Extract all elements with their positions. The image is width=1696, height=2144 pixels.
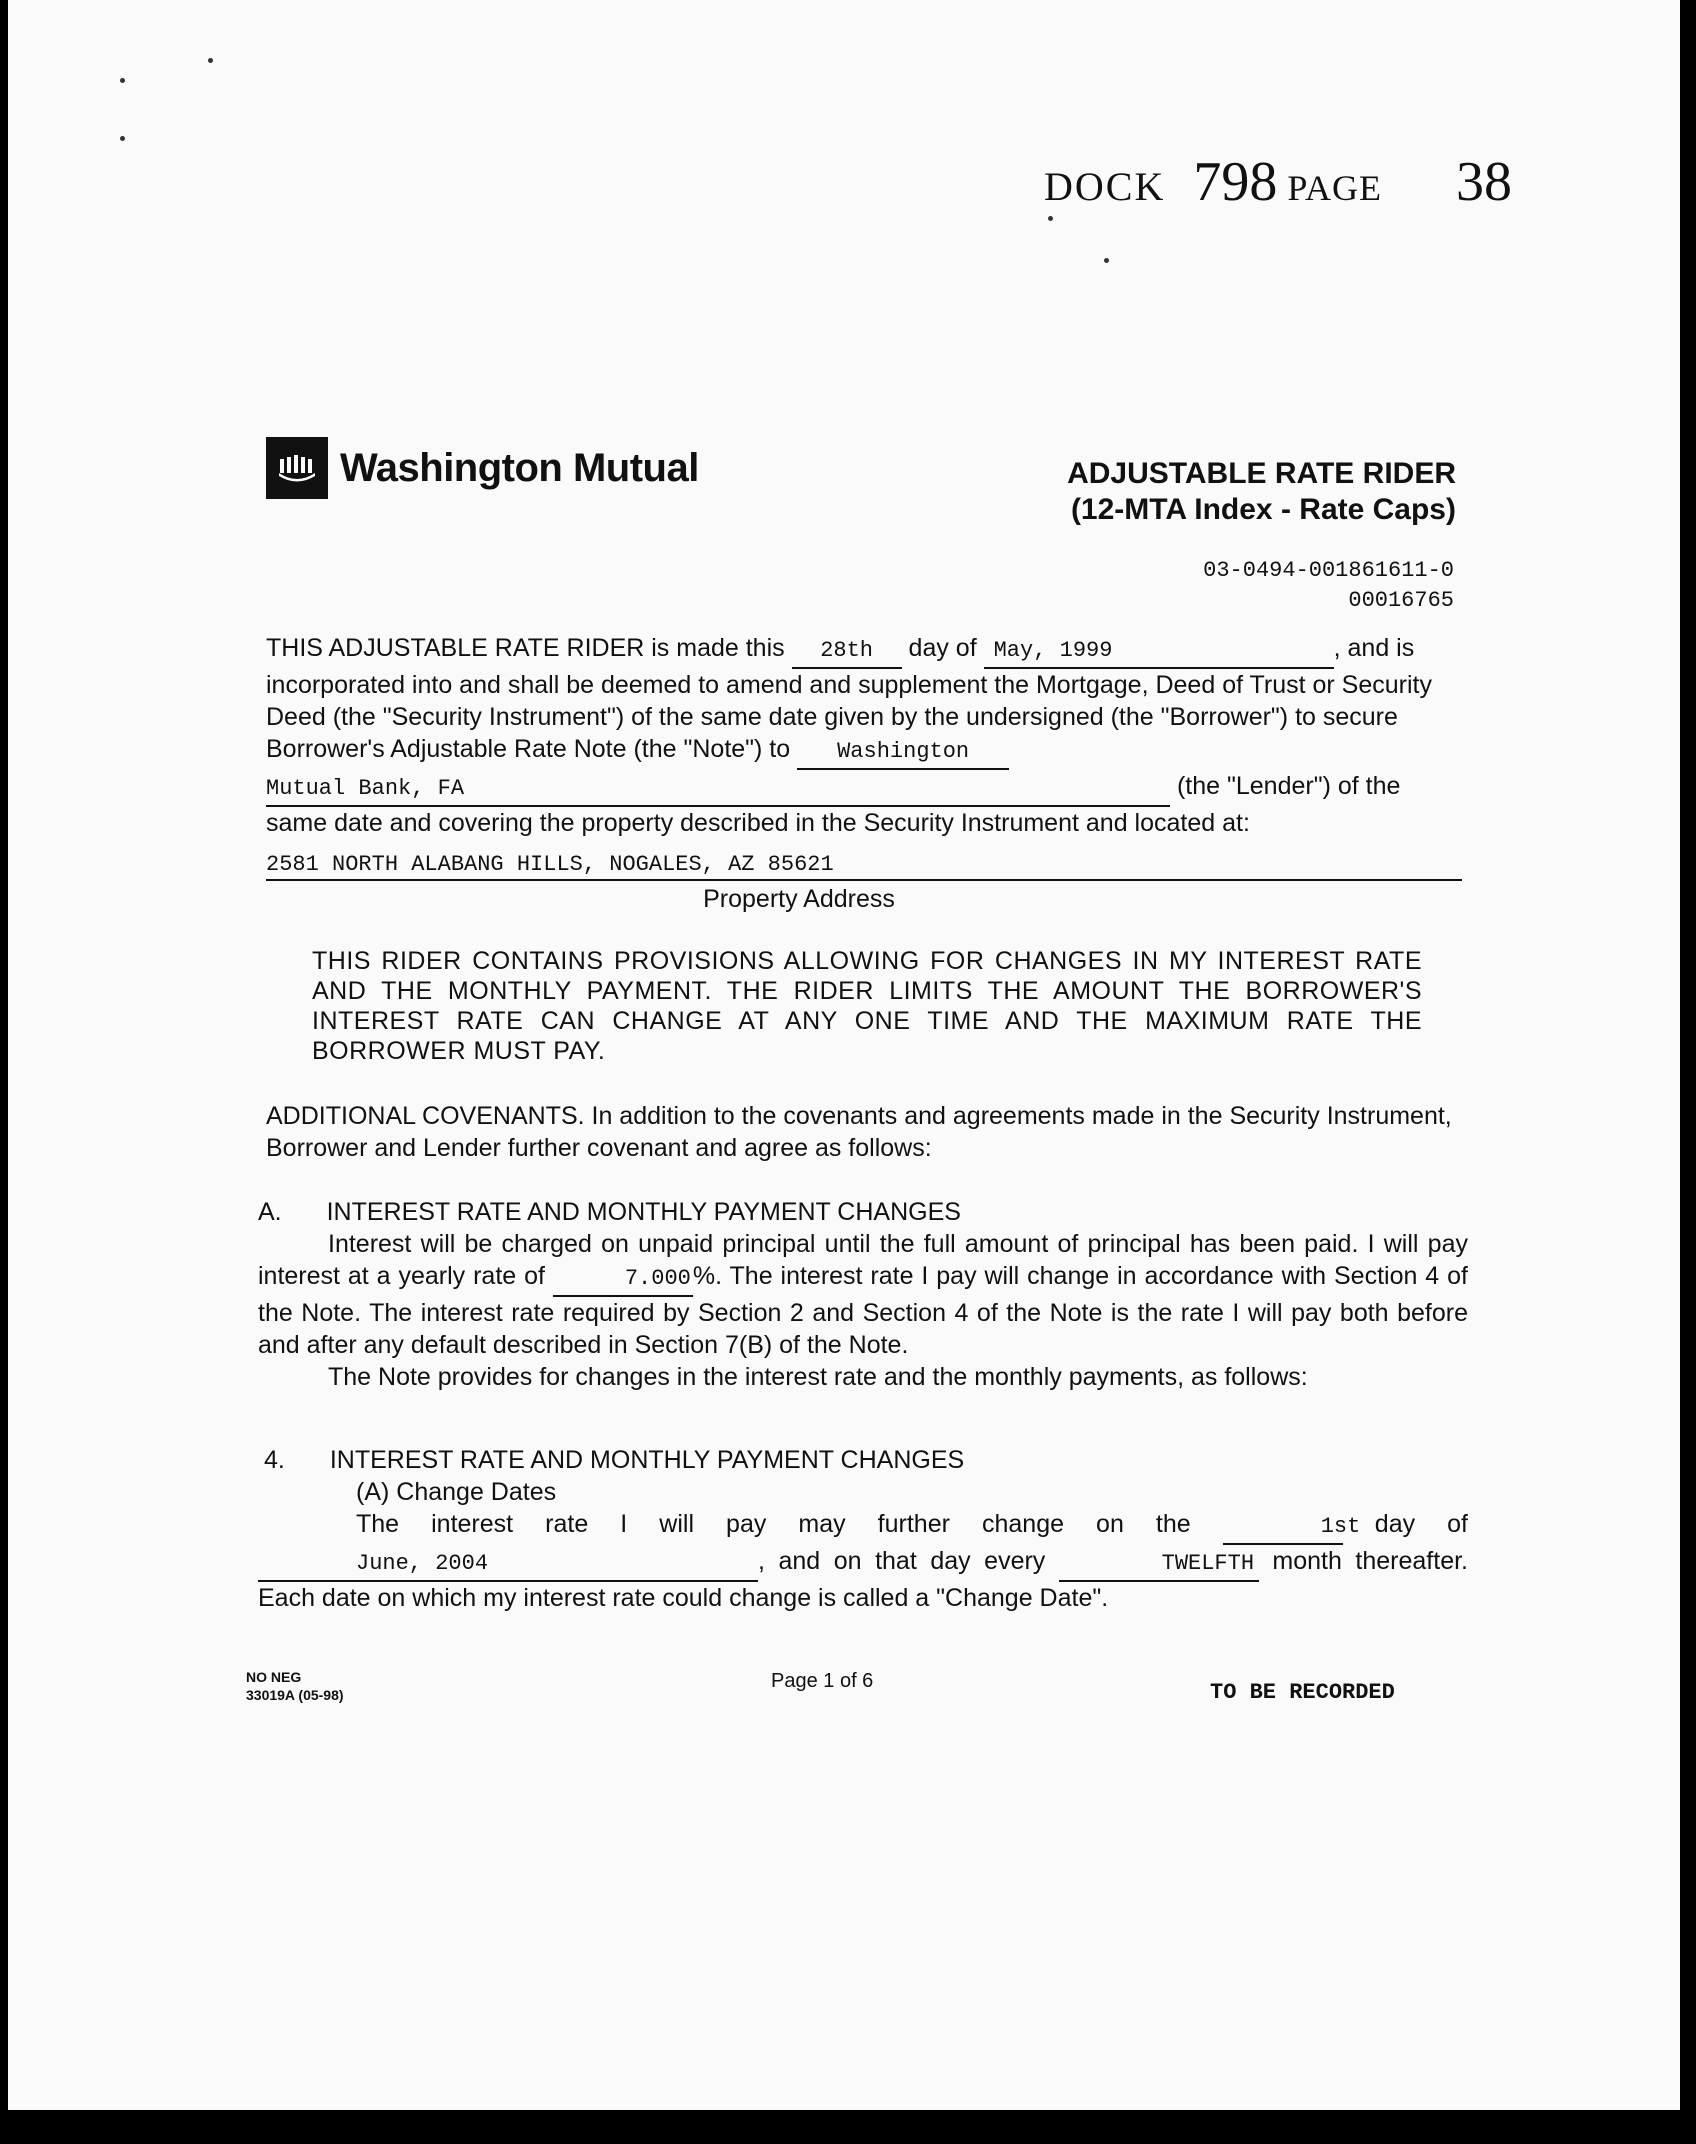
loan-numbers — [1203, 556, 1454, 616]
intro-paragraph: THIS ADJUSTABLE RATE RIDER is made this 28th day of May, 1999 , and is incorporated into and shall be deemed to amend and supplement the Mortgage, Deed of Trust or Security Deed (the "Security Instrument") of the same date given by the undersigned (the "Borrower") to secure Borrower's Adjustable Rate Note (the "Note") to Washington Mutual Bank, FA (the "Lender") of the same date and covering the property described in the Security Instrument and located at: — [266, 634, 1432, 837]
scan-speck — [120, 78, 125, 83]
interest-rate-value: 7.000 — [553, 1263, 693, 1297]
page-indicator: Page 1 of 6 — [771, 1670, 874, 1692]
wamu-logo-icon — [266, 437, 328, 499]
section-4 — [258, 1444, 1468, 1614]
lender-name-b: Mutual Bank, FA — [266, 773, 1170, 807]
form-code — [246, 1668, 344, 1704]
document-title — [1067, 456, 1456, 528]
intro-text-4: (the "Lender") of the — [1176, 772, 1401, 800]
scan-speck — [1048, 216, 1053, 221]
dock-stamp — [1044, 150, 1512, 214]
section-a-text-2: %. The interest rate I pay will change in accordance with Section 4 of the Note. The interest rate required by Section 2 and Section 4 of the Note is the rate I will pay both before and after any default described in Section 7(B) of the Note. — [258, 1262, 1468, 1359]
section-4-text-2: day of — [1374, 1510, 1469, 1538]
document-page — [8, 0, 1680, 2110]
rider-notice: THIS RIDER CONTAINS PROVISIONS ALLOWING FOR CHANGES IN MY INTEREST RATE AND THE MONTHLY PAYMENT. THE RIDER LIMITS THE AMOUNT THE BORROWER'S INTEREST RATE CAN CHANGE AT ANY ONE TIME AND THE MAXIMUM RATE THE BORROWER MUST PAY. — [312, 947, 1422, 1065]
scan-speck — [120, 136, 125, 141]
form-code-line-2: 33019A (05-98) — [246, 1687, 344, 1703]
loan-ref: 00016765 — [1348, 588, 1454, 613]
additional-covenants: ADDITIONAL COVENANTS. In addition to the covenants and agreements made in the Security Instrument, Borrower and Lender further covenant and agree as follows: — [266, 1102, 1452, 1162]
section-a-text-1: Interest will be charged on unpaid principal until the full amount of principal has been paid. I will pay interest at a yearly rate of — [258, 1230, 1468, 1290]
company-logo — [266, 437, 699, 499]
section-4-subheading: (A) Change Dates — [356, 1478, 557, 1506]
section-4-heading — [258, 1444, 1468, 1476]
intro-text-1: THIS ADJUSTABLE RATE RIDER is made this — [266, 634, 785, 662]
section-4-text-1: The interest rate I will pay may further change on the — [356, 1510, 1191, 1538]
property-address: 2581 NORTH ALABANG HILLS, NOGALES, AZ 85621 — [266, 852, 1462, 881]
section-a-heading — [258, 1196, 1468, 1228]
section-4-title: INTEREST RATE AND MONTHLY PAYMENT CHANGES — [329, 1446, 965, 1474]
page-number: 38 — [1456, 151, 1513, 213]
first-change-date: June, 2004 — [258, 1548, 758, 1582]
change-frequency: TWELFTH — [1059, 1548, 1259, 1582]
dock-number: 798 — [1193, 151, 1278, 213]
scan-speck — [208, 58, 213, 63]
section-a-body — [258, 1228, 1468, 1361]
title-line-1: ADJUSTABLE RATE RIDER — [1067, 457, 1456, 490]
intro-text-2: day of — [908, 634, 977, 662]
property-address-caption: Property Address — [703, 885, 895, 913]
rider-day: 28th — [792, 635, 902, 669]
section-a-letter: A. — [258, 1198, 282, 1226]
property-address-block — [266, 852, 1462, 914]
section-4-body — [258, 1508, 1468, 1614]
logo-text: Washington Mutual — [340, 445, 699, 490]
recording-note: TO BE RECORDED — [1210, 1680, 1395, 1705]
rider-month-year: May, 1999 — [984, 635, 1334, 669]
loan-number: 03-0494-001861611-0 — [1203, 558, 1454, 583]
section-a-note: The Note provides for changes in the interest rate and the monthly payments, as follows: — [328, 1363, 1308, 1391]
section-4-number: 4. — [264, 1446, 285, 1474]
dock-label: DOCK — [1044, 164, 1166, 209]
form-code-line-1: NO NEG — [246, 1669, 302, 1685]
lender-name-a: Washington — [797, 736, 1009, 770]
title-line-2: (12-MTA Index - Rate Caps) — [1070, 493, 1456, 526]
page-label: PAGE — [1287, 168, 1383, 208]
change-day: 1st — [1223, 1511, 1343, 1545]
scan-speck — [1104, 258, 1109, 263]
section-4-text-3: , and on that day every — [758, 1547, 1046, 1575]
section-a-title: INTEREST RATE AND MONTHLY PAYMENT CHANGES — [326, 1198, 961, 1226]
intro-text-5: same date and covering the property described in the Security Instrument and located at: — [266, 809, 1250, 837]
section-4-text-4: month thereafter. Each date on which my interest rate could change is called a "Change Date". — [258, 1547, 1468, 1612]
section-a — [258, 1196, 1468, 1393]
intro-text-3: and is incorporated into and shall be deemed to amend and supplement the Mortgage, Deed of Trust or Security Deed (the "Security Instrument") of the same date given by the undersigned (the "Borrower") to secure Borrower's Adjustable Rate Note (the "Note") to — [266, 634, 1432, 763]
